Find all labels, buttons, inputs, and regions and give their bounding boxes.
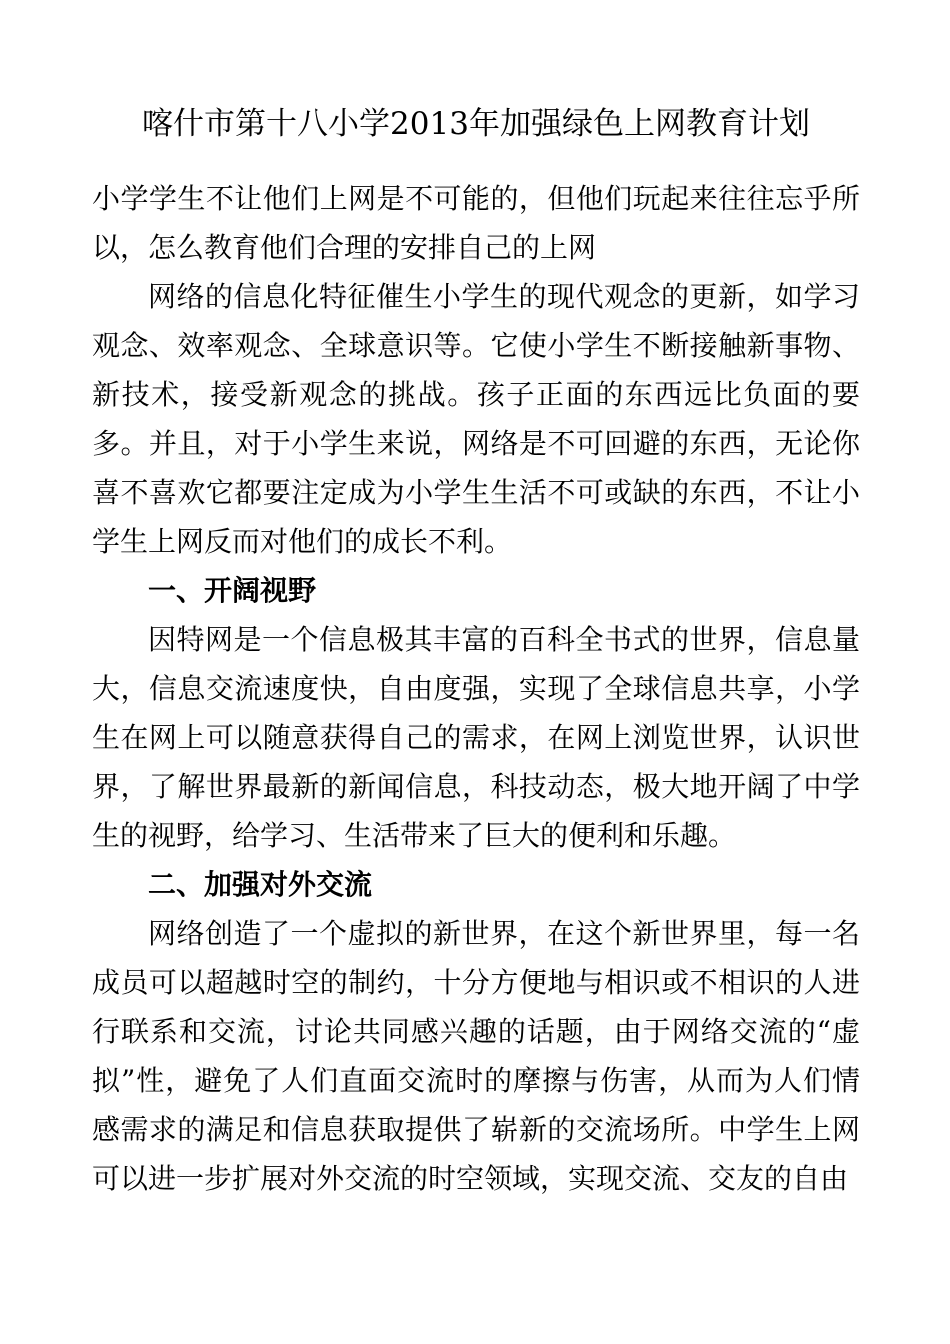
paragraph-broaden-horizons: 因特网是一个信息极其丰富的百科全书式的世界，信息量大，信息交流速度快，自由度强，实现了全球信息共享，小学生在网上可以随意获得自己的需求，在网上浏览世界，认识世界，了解世界最新的新闻信息，科技动态，极大地开阔了中学生的视野，给学习、生活带来了巨大的便利和乐趣。 xyxy=(92,623,860,852)
document-body xyxy=(92,174,860,1203)
paragraph-external-communication: 网络创造了一个虚拟的新世界，在这个新世界里，每一名成员可以超越时空的制约，十分方便地与相识或不相识的人进行联系和交流，讨论共同感兴趣的话题，由于网络交流的“虚拟”性，避免了人们直面交流时的摩擦与伤害，从而为人们情感需求的满足和信息获取提供了崭新的交流场所。中学生上网可以进一步扩展对外交流的时空领域，实现交流、交友的自由 xyxy=(92,917,860,1195)
paragraph-network-informatization: 网络的信息化特征催生小学生的现代观念的更新，如学习观念、效率观念、全球意识等。它使小学生不断接触新事物、新技术，接受新观念的挑战。孩子正面的东西远比负面的要多。并且，对于小学生来说，网络是不可回避的东西，无论你喜不喜欢它都要注定成为小学生生活不可或缺的东西，不让小学生上网反而对他们的成长不利。 xyxy=(92,280,860,558)
document-title: 喀什市第十八小学2013年加强绿色上网教育计划 xyxy=(142,106,810,142)
section-heading-external-communication: 二、加强对外交流 xyxy=(148,868,373,901)
intro-paragraph: 小学学生不让他们上网是不可能的，但他们玩起来往往忘乎所以，怎么教育他们合理的安排自己的上网 xyxy=(92,182,860,264)
section-heading-broaden-horizons: 一、开阔视野 xyxy=(148,574,317,607)
